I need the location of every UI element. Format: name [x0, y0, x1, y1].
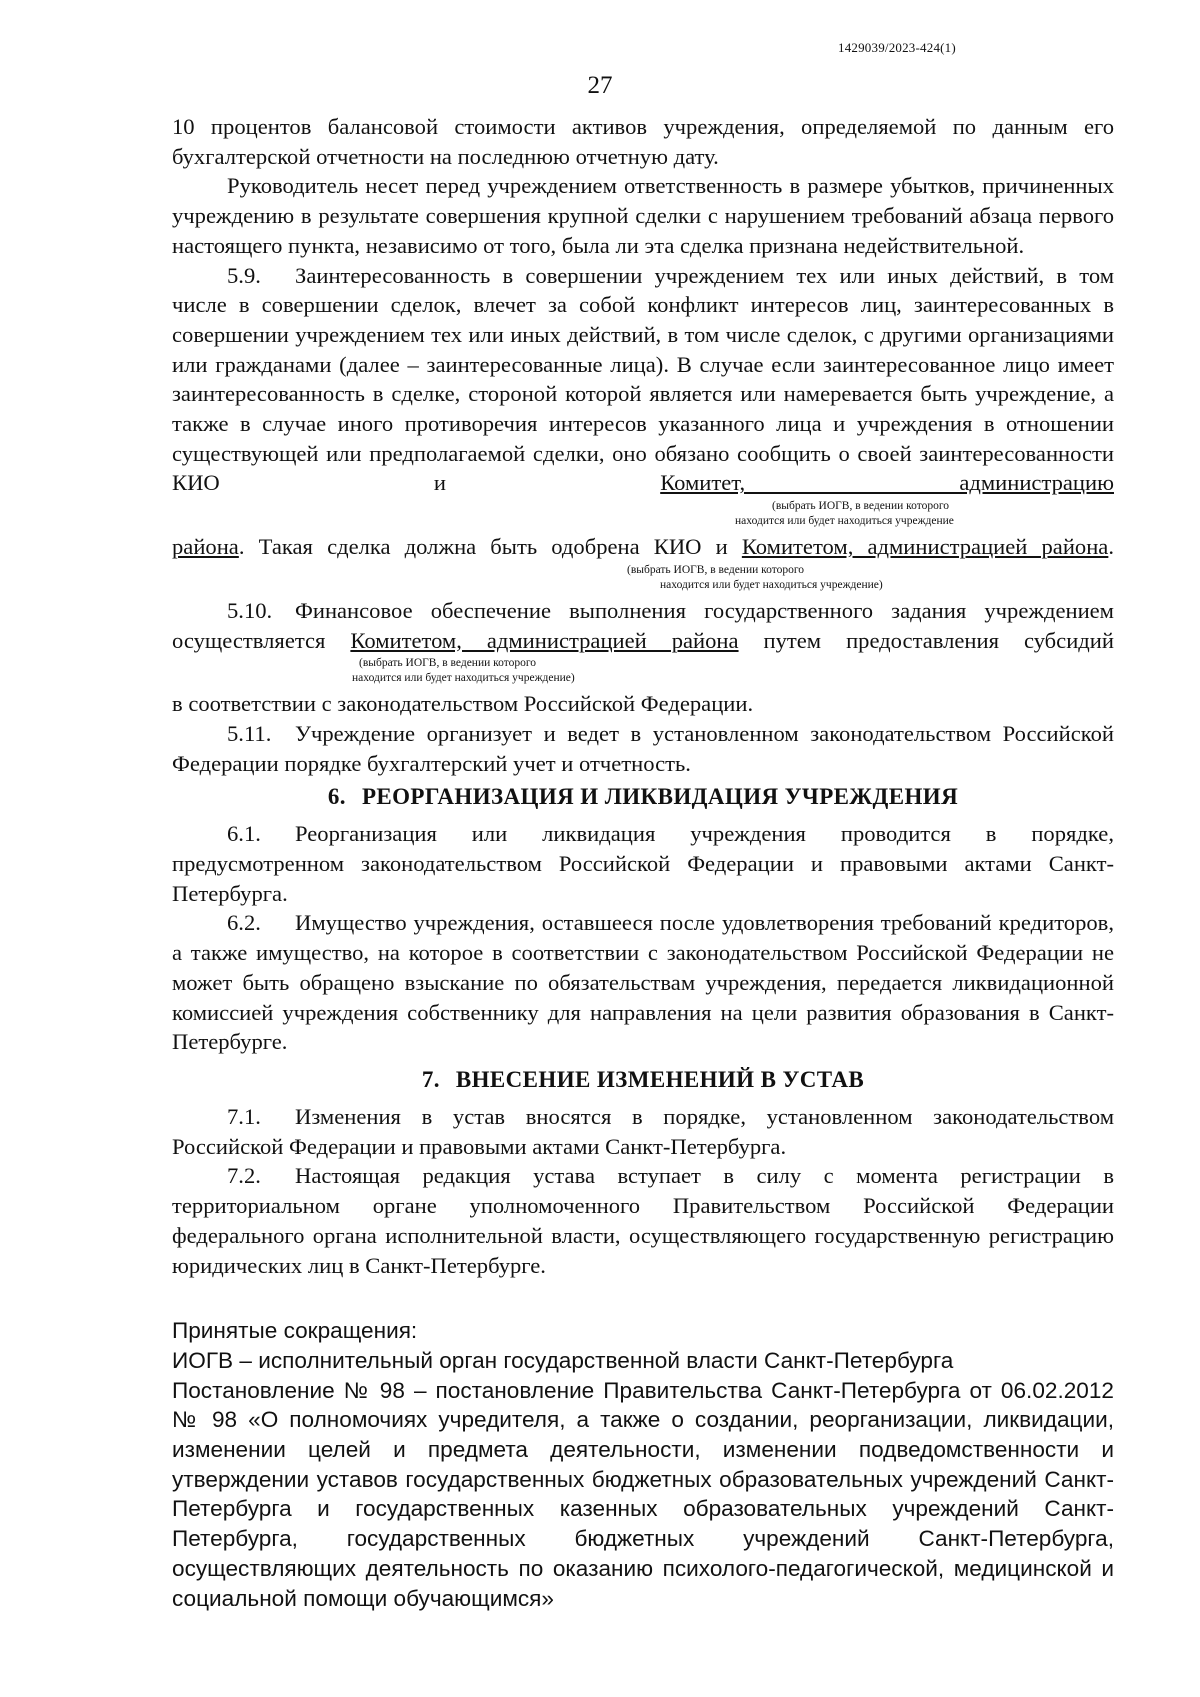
abbreviations-block — [172, 1316, 1114, 1613]
clause-number: 7.2. — [227, 1163, 261, 1189]
paragraph-continuation: 10 процентов балансовой стоимости активов учреждения, определяемой по данным его бухгалтерской отчетности на последнюю отчетную дату. — [172, 114, 1114, 169]
clause-number: 5.11. — [227, 720, 272, 746]
underlined-insert: Комитет, администрацию — [660, 470, 1114, 496]
page-number: 27 — [587, 72, 613, 99]
clause-text: путем предоставления субсидий — [763, 627, 1114, 653]
insert-note-block — [172, 655, 1114, 689]
section-title: ВНЕСЕНИЕ ИЗМЕНЕНИЙ В УСТАВ — [455, 1066, 865, 1092]
clause-text: Реорганизация или ликвидация учреждения проводится в порядке, предусмотренном законодательством Российской Федерации и правовыми актами Санкт-Петербурга. — [172, 821, 1114, 906]
abbreviation-iogv: ИОГВ – исполнительный орган государственной власти Санкт-Петербурга — [172, 1347, 954, 1373]
clause-7-2 — [172, 1161, 1114, 1280]
clause-number: 5.9. — [227, 262, 261, 288]
insert-note: находится или будет находиться учреждение) — [660, 578, 883, 591]
insert-note: (выбрать ИОГВ, в ведении которого — [359, 657, 537, 670]
underlined-insert: Комитетом, администрацией района — [350, 627, 739, 653]
insert-note: находится или будет находиться учреждение) — [352, 672, 575, 685]
clause-number: 5.10. — [227, 597, 273, 623]
clause-6-2 — [172, 908, 1114, 1057]
document-id: 1429039/2023-424(1) — [838, 40, 956, 55]
section-number: 6. — [327, 784, 346, 810]
underlined-insert: Комитетом, администрацией района — [741, 534, 1109, 560]
clause-text: Настоящая редакция устава вступает в силу с момента регистрации в территориальном органе уполномоченного Правительством Российской Федерации федерального органа исполнительной власти, осуществляющего государственную регистрацию юридических лиц в Санкт-Петербурге. — [172, 1163, 1114, 1278]
insert-note-block — [172, 498, 1114, 532]
insert-note: находится или будет находиться учреждение — [735, 515, 954, 528]
clause-5-11 — [172, 719, 1114, 778]
insert-note-block — [172, 562, 1114, 596]
abbreviations-heading: Принятые сокращения: — [172, 1318, 418, 1344]
clause-number: 6.1. — [227, 821, 261, 847]
clause-text: Учреждение организует и ведет в установленном законодательством Российской Федерации порядке бухгалтерский учет и отчетность. — [172, 720, 1114, 776]
clause-text: Финансовое обеспечение выполнения государственного задания учреждением осуществляется — [172, 597, 1114, 653]
clause-text: . — [1108, 534, 1114, 560]
section-title: РЕОРГАНИЗАЦИЯ И ЛИКВИДАЦИЯ УЧРЕЖДЕНИЯ — [361, 784, 959, 810]
clause-5-10 — [172, 596, 1114, 655]
clause-text: . Такая сделка должна быть одобрена КИО и — [238, 534, 728, 560]
clause-7-1 — [172, 1102, 1114, 1161]
clause-number: 7.1. — [227, 1103, 261, 1129]
clause-5-10-continued: в соответствии с законодательством Российской Федерации. — [172, 691, 754, 717]
clause-5-9 — [172, 261, 1114, 499]
document-body — [172, 112, 1114, 1613]
clause-6-1 — [172, 819, 1114, 908]
paragraph-director-liability: Руководитель несет перед учреждением ответственность в размере убытков, причиненных учреждению в результате совершения крупной сделки с нарушением требований абзаца первого настоящего пункта, независимо от того, была ли эта сделка признана недействительной. — [172, 173, 1114, 258]
underlined-insert: района — [172, 534, 239, 560]
section-heading — [172, 1065, 1114, 1095]
section-number: 7. — [421, 1066, 440, 1092]
clause-5-9-continued — [172, 532, 1114, 562]
clause-text: Изменения в устав вносятся в порядке, установленном законодательством Российской Федерации и правовыми актами Санкт-Петербурга. — [172, 1103, 1114, 1159]
clause-number: 6.2. — [227, 910, 261, 936]
insert-note: (выбрать ИОГВ, в ведении которого — [772, 500, 950, 513]
clause-text: Заинтересованность в совершении учреждением тех или иных действий, в том числе в совершении сделок, влечет за собой конфликт интересов лиц, заинтересованных в совершении учреждением тех или иных действий, в том числе сделок, с другими организациями или гражданами (далее – заинтересованные лица). В случае если заинтересованное лицо имеет заинтересованность в сделке, стороной которой является или намеревается быть учреждение, а также в случае иного противоречия интересов указанного лица и учреждения в отношении существующей или предполагаемой сделки, оно обязано сообщить о своей заинтересованности КИО и — [172, 262, 1114, 496]
abbreviation-decree: Постановление № 98 – постановление Правительства Санкт-Петербурга от 06.02.2012 № 98 «О полномочиях учредителя, а также о создании, реорганизации, ликвидации, изменении целей и предмета деятельности, изменении подведомственности и утверждении уставов государственных бюджетных образовательных учреждений Санкт-Петербурга и государственных казенных образовательных учреждений Санкт-Петербурга, государственных бюджетных учреждений Санкт-Петербурга, осуществляющих деятельность по оказанию психолого-педагогической, медицинской и социальной помощи обучающимся» — [172, 1377, 1114, 1611]
section-heading — [172, 782, 1114, 812]
insert-note: (выбрать ИОГВ, в ведении которого — [627, 563, 805, 576]
clause-text: Имущество учреждения, оставшееся после удовлетворения требований кредиторов, а также имущество, на которое в соответствии с законодательством Российской Федерации не может быть обращено взыскание по обязательствам учреждения, передается ликвидационной комиссией учреждения собственнику для направления на цели развития образования в Санкт-Петербурге. — [172, 910, 1114, 1055]
